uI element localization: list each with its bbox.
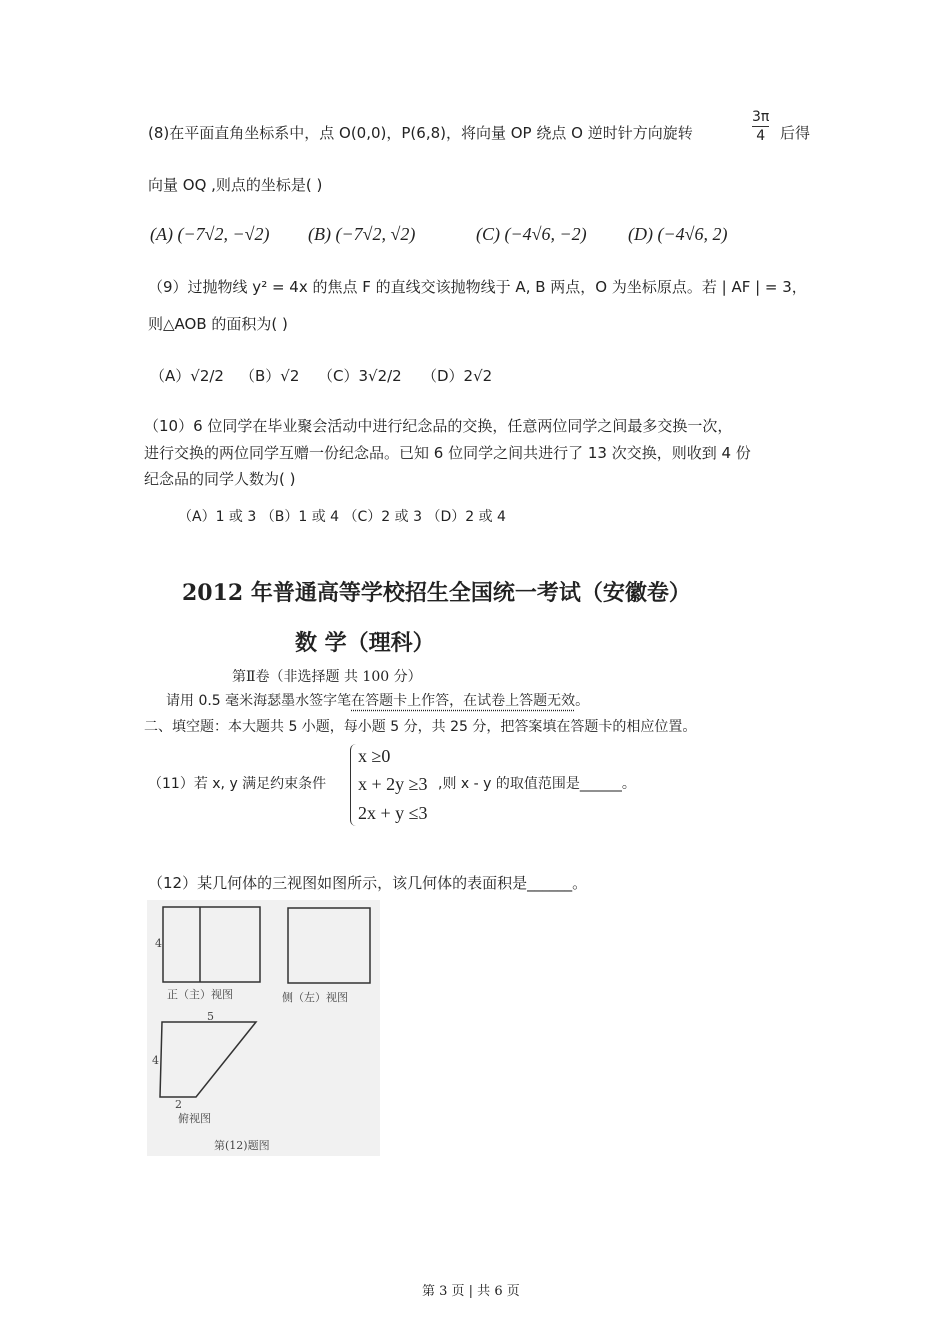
q9-option-a: （A）√2/2 <box>150 367 224 385</box>
section-heading: 第Ⅱ卷（非选择题 共 100 分） <box>232 669 422 685</box>
q10-line3: 纪念品的同学人数为( ) <box>144 470 296 488</box>
page-footer: 第 3 页 | 共 6 页 <box>422 1284 520 1299</box>
part2-heading: 二、填空题：本大题共 5 小题，每小题 5 分，共 25 分，把答案填在答题卡的相应位置。 <box>144 719 697 735</box>
q10-line2: 进行交换的两位同学互赠一份纪念品。已知 6 位同学之间共进行了 13 次交换，则收到 4 份 <box>144 444 751 462</box>
q11-constraint-2: x + 2y ≥3 <box>358 774 428 794</box>
q11-prefix: （11）若 x, y 满足约束条件 <box>148 776 327 792</box>
label-height: 4 <box>155 937 162 950</box>
q12-text: （12）某几何体的三视图如图所示，该几何体的表面积是______。 <box>148 874 588 892</box>
q9-option-c: （C）3√2/2 <box>318 367 402 385</box>
q8-after: 后得 <box>780 124 811 142</box>
top-view-label: 俯视图 <box>178 1112 211 1125</box>
exam-subtitle: 数 学（理科） <box>295 630 435 656</box>
q11-constraint-1: x ≥0 <box>358 746 391 766</box>
label-base: 2 <box>175 1098 182 1111</box>
q8-line2: 向量 OQ ,则点的坐标是( ) <box>148 176 323 194</box>
q9-line1: （9）过抛物线 y² = 4x 的焦点 F 的直线交该抛物线于 A, B 两点，O 为坐标原点。若 | AF | = 3， <box>148 278 807 296</box>
q8-option-b: (B) (−7√2, √2) <box>308 224 416 244</box>
q9-line2: 则△AOB 的面积为( ) <box>148 315 288 333</box>
q9-option-b: （B）√2 <box>240 367 300 385</box>
q8-option-a: (A) (−7√2, −√2) <box>150 224 270 244</box>
q8-option-d: (D) (−4√6, 2) <box>628 224 728 244</box>
q8-option-c: (C) (−4√6, −2) <box>476 224 587 244</box>
q9-option-d: （D）2√2 <box>422 367 493 385</box>
q8-line1: (8)在平面直角坐标系中，点 O(0,0)，P(6,8)，将向量 OP 绕点 O 逆时针方向旋转 <box>148 124 693 142</box>
q11-constraint-3: 2x + y ≤3 <box>358 803 428 823</box>
q11-suffix: ,则 x - y 的取值范围是______。 <box>438 776 636 792</box>
label-depth: 4 <box>152 1054 159 1067</box>
instruction: 请用 0.5 毫米海瑟墨水签字笔在答题卡上作答，在试卷上答题无效。 <box>166 693 590 709</box>
figure-caption: 第(12)题图 <box>214 1139 270 1152</box>
label-width: 5 <box>207 1010 214 1023</box>
q10-options: （A）1 或 3 （B）1 或 4 （C）2 或 3 （D）2 或 4 <box>178 509 506 525</box>
side-view-label: 侧（左）视图 <box>282 991 348 1004</box>
front-view-label: 正（主）视图 <box>167 988 233 1001</box>
exam-title: 2012 年普通高等学校招生全国统一考试（安徽卷） <box>182 580 691 606</box>
q8-fraction: 3π 4 <box>752 109 770 144</box>
q10-line1: （10）6 位同学在毕业聚会活动中进行纪念品的交换，任意两位同学之间最多交换一次， <box>144 417 733 435</box>
